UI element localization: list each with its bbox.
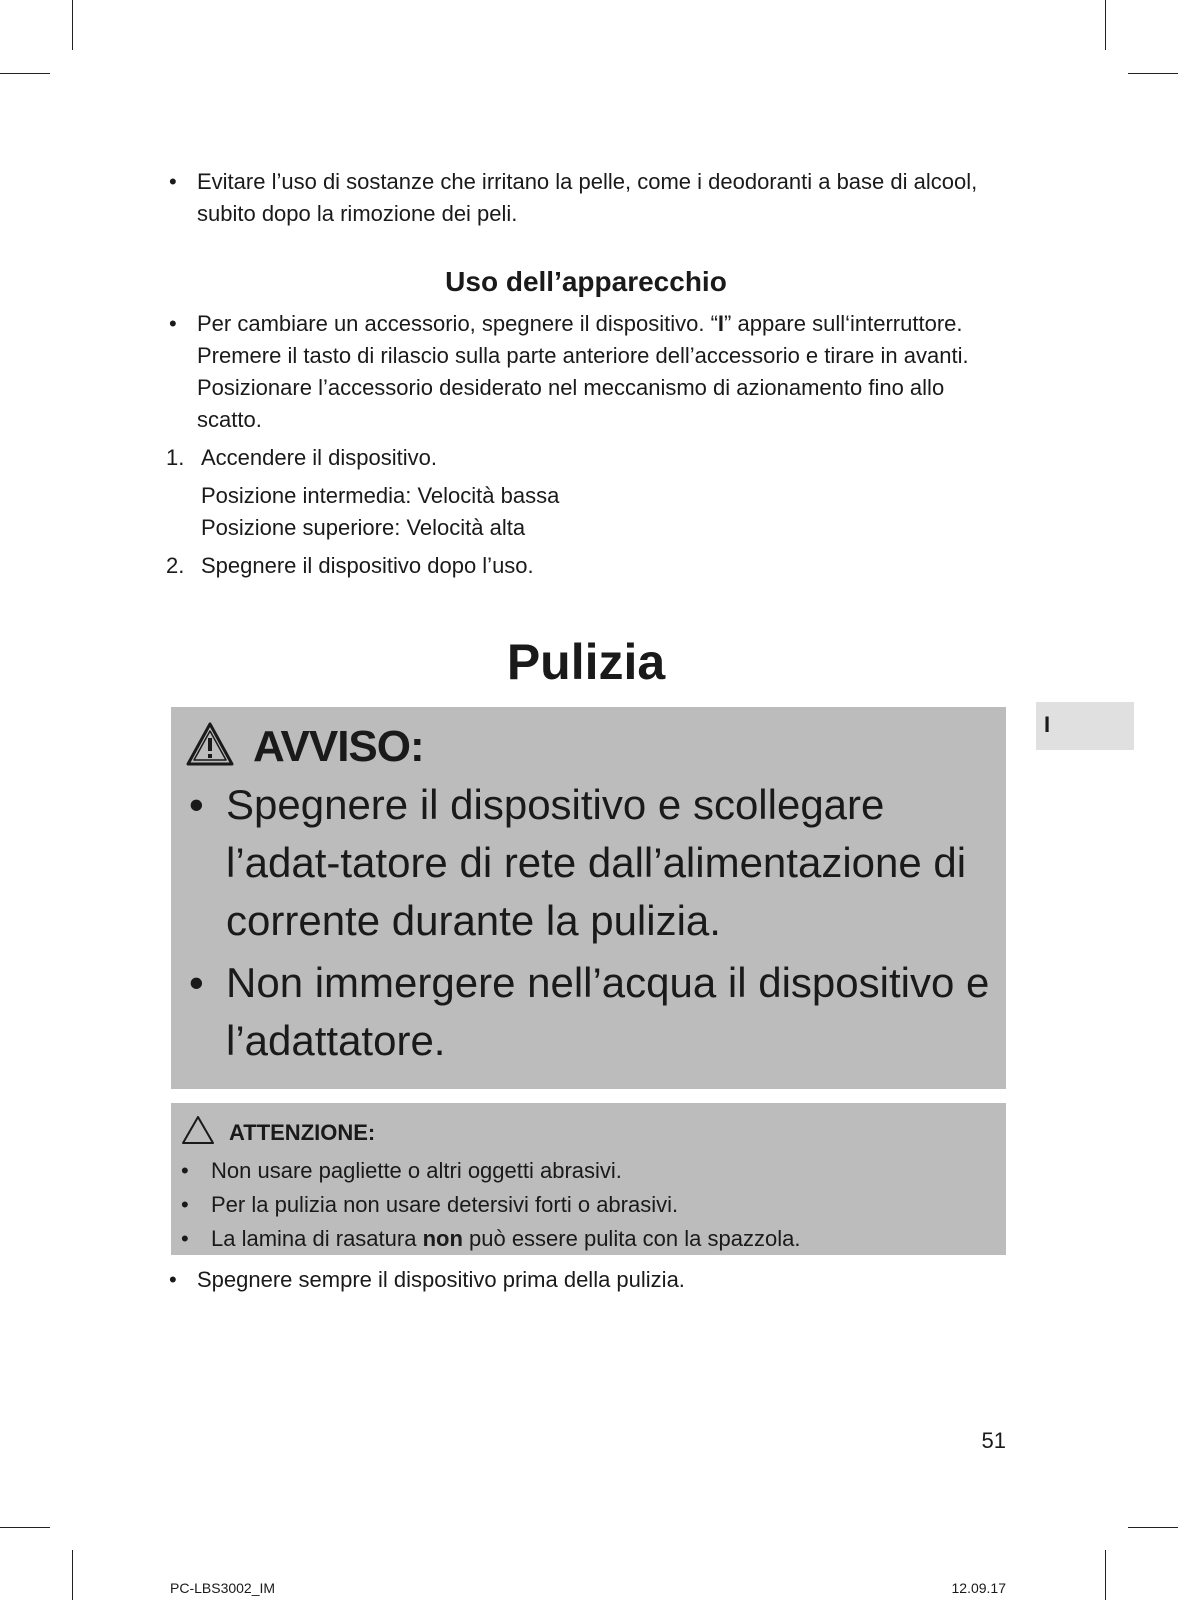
list-item xyxy=(166,308,1006,436)
bullet-dot: • xyxy=(169,311,177,336)
bullet-dot: • xyxy=(181,1226,189,1251)
step-sub: Posizione superiore: Velocità alta xyxy=(201,515,526,540)
page-title: Pulizia xyxy=(506,634,666,690)
caution-header xyxy=(171,1103,1006,1150)
language-tab xyxy=(1036,702,1134,750)
cleaning-title-wrap xyxy=(166,632,1006,692)
list-item xyxy=(171,1188,1006,1222)
final-section xyxy=(166,1264,1006,1296)
crop-mark xyxy=(72,0,73,50)
step-number: 1. xyxy=(166,445,185,470)
footer-doc-id: PC-LBS3002_IM xyxy=(170,1580,276,1596)
footer-date: 12.09.17 xyxy=(951,1580,1006,1596)
language-tab-label: I xyxy=(1044,712,1051,737)
bullet-dot: • xyxy=(181,1158,189,1183)
caution-text: Non usare pagliette o altri oggetti abrasivi. xyxy=(211,1158,622,1183)
caution-triangle-icon xyxy=(181,1115,215,1150)
list-item xyxy=(171,954,1006,1070)
caution-text-b: può essere pulita con la spazzola. xyxy=(462,1226,801,1251)
bullet-dot: • xyxy=(169,169,177,194)
list-item xyxy=(171,1154,1006,1188)
list-item xyxy=(171,776,1006,950)
warning-text: Spegnere il dispositivo e scollegare l’adat-tatore di rete dall’alimentazione di corrente durante la pulizia. xyxy=(226,781,967,944)
usage-section xyxy=(166,264,1006,582)
crop-mark xyxy=(72,1550,73,1600)
step-sub: Posizione intermedia: Velocità bassa xyxy=(201,483,560,508)
warning-label: AVVISO: xyxy=(253,721,424,771)
final-text: Spegnere sempre il dispositivo prima della pulizia. xyxy=(197,1267,685,1292)
caution-box xyxy=(171,1103,1006,1255)
intro-section xyxy=(166,166,1006,230)
step-text: Spegnere il dispositivo dopo l’uso. xyxy=(201,553,534,578)
step-item xyxy=(166,550,1006,582)
page-number: 51 xyxy=(981,1428,1006,1453)
warning-header xyxy=(171,707,1006,772)
warning-text: Non immergere nell’acqua il dispositivo e l’adattatore. xyxy=(226,959,990,1064)
switch-symbol: I xyxy=(717,311,725,336)
section-title: Uso dell’apparecchio xyxy=(445,266,727,297)
step-number: 2. xyxy=(166,553,185,578)
list-item xyxy=(166,166,1006,230)
bullet-dot: • xyxy=(181,1192,189,1217)
caution-text: Per la pulizia non usare detersivi forti o abrasivi. xyxy=(211,1192,679,1217)
intro-text: Evitare l’uso di sostanze che irritano la pelle, come i deodoranti a base di alcool, subito dopo la rimozione dei peli. xyxy=(197,169,978,226)
crop-mark xyxy=(0,73,50,74)
crop-mark xyxy=(1128,73,1178,74)
caution-label: ATTENZIONE: xyxy=(229,1119,376,1145)
list-item xyxy=(166,1264,1006,1296)
bullet-dot: • xyxy=(189,959,204,1006)
step-item xyxy=(166,442,1006,474)
usage-text-b: ” appare sull‘interruttore. Premere il tasto di rilascio sulla parte anteriore dell’accessorio e tirare in avanti. Posizionare l’accessorio desiderato nel meccanismo di azionamento fino allo scatto. xyxy=(197,311,969,432)
usage-text-a: Per cambiare un accessorio, spegnere il dispositivo. “ xyxy=(197,311,718,336)
caution-emphasis: non xyxy=(422,1226,463,1251)
bullet-dot: • xyxy=(169,1267,177,1292)
crop-mark xyxy=(1128,1527,1178,1528)
list-item xyxy=(171,1222,1006,1256)
crop-mark xyxy=(0,1527,50,1528)
crop-mark xyxy=(1105,1550,1106,1600)
warning-triangle-icon xyxy=(185,721,235,772)
bullet-dot: • xyxy=(189,781,204,828)
step-text: Accendere il dispositivo. xyxy=(201,445,438,470)
warning-box xyxy=(171,707,1006,1089)
caution-text-a: La lamina di rasatura xyxy=(211,1226,423,1251)
crop-mark xyxy=(1105,0,1106,50)
